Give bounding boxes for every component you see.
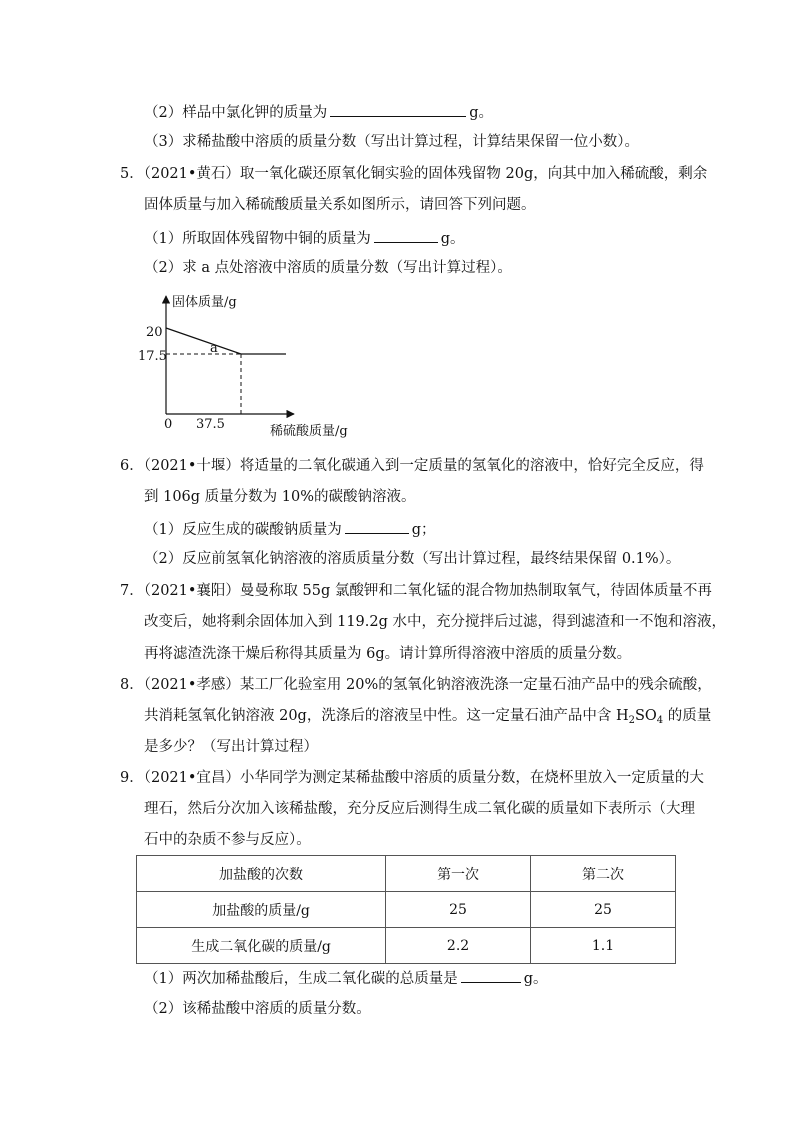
q7-stem-line1: 7．（2021•襄阳）曼曼称取 55g 氯酸钾和二氧化锰的混合物加热制取氧气，待固体质量不再	[120, 583, 712, 599]
q6-part1: （1）反应生成的碳酸钠质量为 g；	[144, 519, 436, 540]
q8-stem-line2: 共消耗氢氧化钠溶液 20g，洗涤后的溶液呈中性。这一定量石油产品中含 $H_2SO_4$ 的质量	[144, 708, 712, 726]
q9-stem-line2: 理石，然后分次加入该稀盐酸，充分反应后测得生成二氧化碳的质量如下表所示（大理	[144, 801, 695, 817]
x-axis-label: 稀硫酸质量/g	[270, 424, 348, 439]
q9-part1: （1）两次加稀盐酸后，生成二氧化碳的总质量是 g。	[144, 968, 548, 989]
q5-stem-line1: 5．（2021•黄石）取一氧化碳还原氧化铜实验的固体残留物 20g，向其中加入稀硫酸，剩余	[120, 166, 708, 182]
q8-stem-line3: 是多少？（写出计算过程）	[144, 739, 318, 755]
data-table	[136, 855, 676, 964]
q5-part2: （2）求 a 点处溶液中溶质的质量分数（写出计算过程）。	[144, 260, 512, 276]
table-cell: 1.1	[531, 928, 676, 964]
table-header-cell: 第一次	[386, 856, 531, 892]
table-cell: 25	[531, 892, 676, 928]
q4-part2: （2）样品中氯化钾的质量为 g。	[144, 102, 493, 123]
q9-part2: （2）该稀盐酸中溶质的质量分数。	[144, 1001, 371, 1017]
table-header-cell: 第二次	[531, 856, 676, 892]
y-tick-label: 20	[146, 325, 163, 340]
q5-stem-line2: 固体质量与加入稀硫酸质量关系如图所示，请回答下列问题。	[144, 197, 536, 213]
table-cell: 生成二氧化碳的质量/g	[137, 928, 386, 964]
answer-blank[interactable]	[330, 102, 466, 117]
answer-blank[interactable]	[461, 968, 521, 983]
table-header-row	[137, 856, 676, 892]
origin-label: 0	[164, 417, 173, 432]
q8-stem-line1: 8．（2021•孝感）某工厂化验室用 20%的氢氧化钠溶液洗涤一定量石油产品中的残余硫酸，	[120, 677, 712, 693]
answer-blank[interactable]	[345, 519, 409, 534]
q9-stem-line1: 9．（2021•宜昌）小华同学为测定某稀盐酸中溶质的质量分数，在烧杯里放入一定质量的大	[120, 770, 704, 786]
series-line	[166, 328, 286, 354]
table-cell: 25	[386, 892, 531, 928]
q9-stem-line3: 石中的杂质不参与反应）。	[144, 832, 311, 848]
q5-part1: （1）所取固体残留物中铜的质量为 g。	[144, 228, 465, 249]
solid-mass-graph	[130, 288, 390, 443]
table-row	[137, 928, 676, 964]
table-cell: 2.2	[386, 928, 531, 964]
q6-part2: （2）反应前氢氧化钠溶液的溶质质量分数（写出计算过程，最终结果保留 0.1%）。	[144, 551, 681, 567]
table-row	[137, 892, 676, 928]
y-axis-label: 固体质量/g	[172, 295, 237, 310]
q7-stem-line3: 再将滤渣洗涤干燥后称得其质量为 6g。请计算所得溶液中溶质的质量分数。	[144, 646, 632, 662]
q7-stem-line2: 改变后，她将剩余固体加入到 119.2g 水中，充分搅拌后过滤，得到滤渣和一不饱和溶液，	[144, 614, 727, 630]
x-tick-label: 37.5	[196, 417, 225, 432]
table-cell: 加盐酸的质量/g	[137, 892, 386, 928]
q6-stem-line2: 到 106g 质量分数为 10%的碳酸钠溶液。	[144, 489, 416, 505]
table-header-cell: 加盐酸的次数	[137, 856, 386, 892]
y-tick-label: 17.5	[138, 349, 167, 364]
q4-part3: （3）求稀盐酸中溶质的质量分数（写出计算过程，计算结果保留一位小数）。	[144, 134, 639, 150]
point-a-label: a	[210, 341, 218, 356]
q6-stem-line1: 6．（2021•十堰）将适量的二氧化碳通入到一定质量的氢氧化的溶液中，恰好完全反应，得	[120, 458, 704, 474]
answer-blank[interactable]	[374, 228, 438, 243]
